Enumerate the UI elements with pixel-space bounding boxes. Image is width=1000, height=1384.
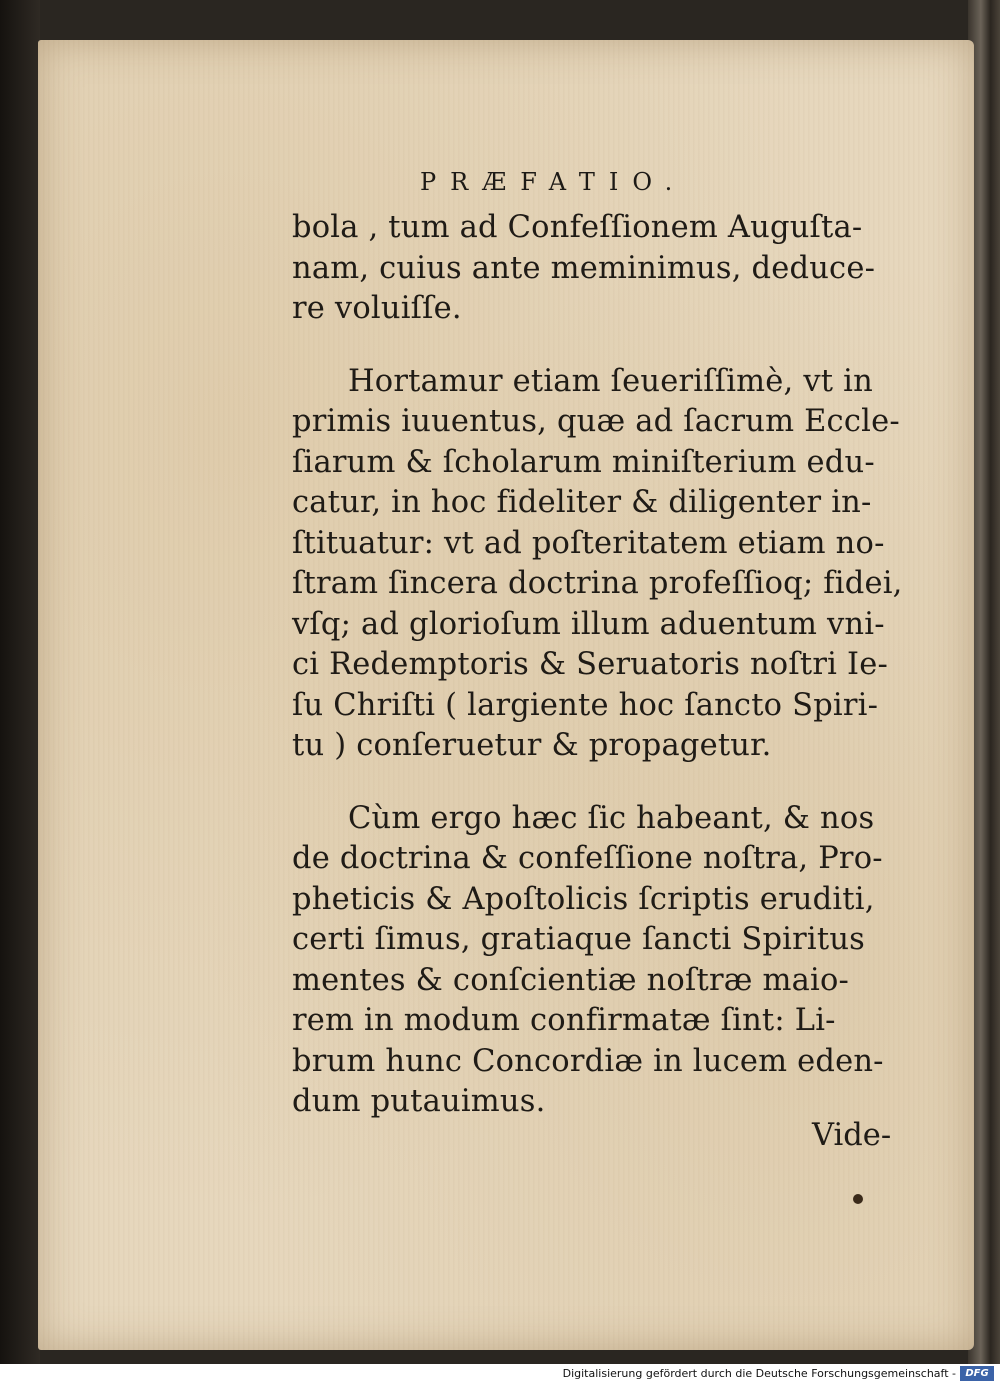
catchword: Vide-: [812, 1118, 892, 1153]
text-line: tu ) conſeruetur & propagetur.: [292, 728, 772, 763]
text-line: Cùm ergo hæc ſic habeant, & nos: [348, 800, 875, 836]
left-page-edge: [0, 0, 40, 1364]
footer-bar: [0, 1364, 1000, 1384]
text-line: dum putauimus.: [292, 1084, 546, 1119]
text-line: pheticis & Apoſtolicis ſcriptis eruditi,: [292, 881, 875, 917]
paragraph-gap: [292, 767, 912, 799]
running-title: PRÆFATIO.: [420, 168, 687, 196]
text-line: brum hunc Concordiæ in lucem eden-: [292, 1043, 884, 1079]
ink-dot: [853, 1194, 863, 1204]
text-line: vſq; ad glorioſum illum aduentum vni-: [292, 606, 885, 642]
text-line: ſu Chriſti ( largiente hoc ſancto Spiri-: [292, 687, 879, 723]
body-text: [292, 208, 912, 1123]
text-line: nam, cuius ante meminimus, deduce-: [292, 250, 876, 286]
text-line: ci Redemptoris & Seruatoris noſtri Ie-: [292, 647, 888, 682]
text-line: ſtituatur: vt ad poſteritatem etiam no-: [292, 525, 885, 561]
text-line: rem in modum confirmatæ ſint: Li-: [292, 1003, 836, 1038]
text-line: primis iuuentus, quæ ad ſacrum Eccle-: [292, 404, 900, 439]
dfg-logo: DFG: [960, 1366, 994, 1381]
funding-note: Digitalisierung gefördert durch die Deutsche Forschungsgemeinschaft -: [562, 1367, 956, 1380]
text-line: re voluiſſe.: [292, 291, 462, 326]
paragraph-gap: [292, 330, 912, 362]
text-line: ſiarum & ſcholarum miniſterium edu-: [292, 444, 875, 480]
text-line: certi ſimus, gratiaque ſancti Spiritus: [292, 922, 866, 957]
text-line: bola , tum ad Confeſſionem Auguſta-: [292, 210, 863, 245]
text-line: catur, in hoc fideliter & diligenter in-: [292, 485, 872, 520]
text-line: Hortamur etiam ſeueriſſimè, vt in: [348, 363, 873, 399]
text-line: mentes & conſcientiæ noſtræ maio-: [292, 962, 850, 998]
text-line: de doctrina & confeſſione noſtra, Pro-: [292, 841, 883, 876]
text-line: ſtram ſincera doctrina profeſſioq; fidei,: [292, 566, 903, 601]
